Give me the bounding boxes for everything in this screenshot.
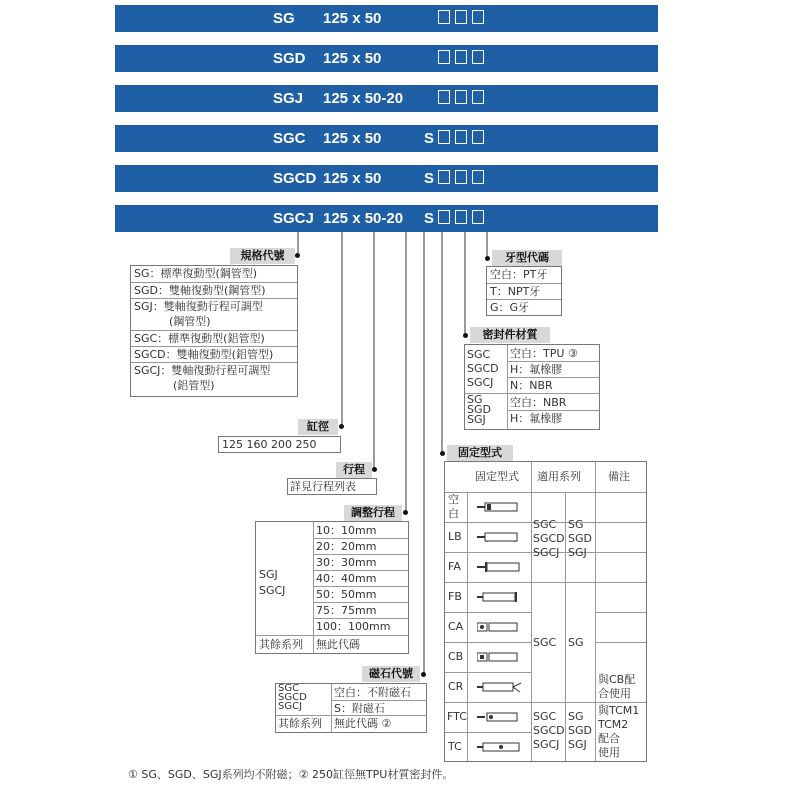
thread-item: G：G牙 xyxy=(487,299,561,315)
adjust-series: SGCJ xyxy=(259,584,286,597)
adjust-item: 30：30mm xyxy=(316,556,377,569)
mount-note: 合使用 xyxy=(598,687,631,700)
mount-series: SGC xyxy=(533,518,557,531)
mount-cr-icon xyxy=(477,682,527,692)
seal-series: SGD xyxy=(467,403,491,416)
magnet-series: SGCD xyxy=(278,692,307,703)
seal-item: H：氟橡膠 xyxy=(510,363,563,376)
bore-title: 缸徑 xyxy=(298,419,338,435)
adjust-item: 50：50mm xyxy=(316,588,377,601)
bar-series: SGD xyxy=(273,50,306,67)
adjust-item: 20：20mm xyxy=(316,540,377,553)
mount-note: 使用 xyxy=(598,746,620,759)
magnet-series: SGC xyxy=(278,683,300,694)
bar-spec: 125 x 50 xyxy=(323,130,382,147)
mount-tc-icon xyxy=(477,742,527,752)
mount-series: SGJ xyxy=(568,546,587,559)
spec-code-box xyxy=(130,265,298,397)
bar-series: SGC xyxy=(273,130,306,147)
mount-series: SGJ xyxy=(568,738,587,751)
thread-item: 空白：PT牙 xyxy=(490,268,548,281)
mount-code: FA xyxy=(448,560,461,573)
mount-fb-icon xyxy=(477,592,527,602)
mount-dot xyxy=(440,451,445,456)
mount-series: SGCJ xyxy=(533,738,560,751)
spec-item: (鋁管型) xyxy=(173,379,215,392)
spec-item: SGD：雙軸復動型(鋼管型) xyxy=(131,282,297,298)
spec-item: SGCD：雙軸復動型(鋁管型) xyxy=(131,346,297,362)
mount-blank-icon xyxy=(477,502,527,512)
bar-spec: 125 x 50 xyxy=(323,10,382,27)
mount-lb-icon xyxy=(477,532,527,542)
thread-item: T：NPT牙 xyxy=(487,283,561,299)
mount-table xyxy=(444,461,647,762)
mount-code: FTC xyxy=(447,710,467,723)
footnote: ① SG、SGD、SGJ系列均不附磁；② 250缸徑無TPU材質密封件。 xyxy=(128,768,454,781)
bar-s: S xyxy=(424,170,435,187)
seal-dot xyxy=(463,333,468,338)
mount-series: SG xyxy=(568,710,584,723)
spec-code-dot xyxy=(295,253,300,258)
stroke-box xyxy=(287,478,377,495)
stroke-text: 詳見行程列表 xyxy=(290,480,356,493)
seal-series: SG xyxy=(467,393,483,406)
bore-dot xyxy=(339,424,344,429)
seal-item: 空白：NBR xyxy=(510,396,567,409)
mount-header: 備注 xyxy=(608,470,630,483)
spec-item: (鋼管型) xyxy=(169,315,211,328)
bore-box xyxy=(218,436,341,453)
mount-code: FB xyxy=(448,590,462,603)
mount-title: 固定型式 xyxy=(447,445,513,461)
adjust-item: 40：40mm xyxy=(316,572,377,585)
mount-fa-icon xyxy=(477,562,527,572)
mount-series: SGCJ xyxy=(533,546,560,559)
adjust-item: 10：10mm xyxy=(316,524,377,537)
magnet-dot xyxy=(421,672,426,677)
mount-code: 空白 xyxy=(448,493,459,520)
adjust-box xyxy=(255,521,409,654)
bar-spec: 125 x 50-20 xyxy=(323,210,404,227)
adjust-title: 調整行程 xyxy=(344,505,402,521)
thread-dot xyxy=(485,256,490,261)
magnet-box xyxy=(275,683,427,733)
seal-item: N：NBR xyxy=(510,379,553,392)
bar-s: S xyxy=(424,130,435,147)
seal-item: 空白：TPU ③ xyxy=(510,347,578,360)
spec-item: SGCJ：雙軸復動行程可調型 xyxy=(131,362,297,378)
thread-title: 牙型代碼 xyxy=(492,250,562,266)
mount-header: 固定型式 xyxy=(475,470,519,483)
adjust-other-series: 其餘系列 xyxy=(259,638,303,651)
seal-series: SGCJ xyxy=(467,376,494,389)
mount-cb-icon xyxy=(477,652,527,662)
mount-series: SGCD xyxy=(533,724,565,737)
mount-series: SG xyxy=(568,518,584,531)
adjust-series: SGJ xyxy=(259,568,278,581)
mount-series: SGC xyxy=(533,636,557,649)
mount-ftc-icon xyxy=(477,712,527,722)
spec-item: SGC：標準復動型(鋁管型) xyxy=(131,330,297,346)
mount-note: 與CB配 xyxy=(598,673,636,686)
mount-header: 適用系列 xyxy=(537,470,581,483)
bar-series: SGJ xyxy=(273,90,304,107)
mount-code: TC xyxy=(448,740,462,753)
bar-series: SGCD xyxy=(273,170,317,187)
mount-series: SG xyxy=(568,636,584,649)
bar-s: S xyxy=(424,210,435,227)
adjust-item: 75：75mm xyxy=(316,604,377,617)
magnet-item: S：附磁石 xyxy=(334,702,385,715)
stroke-title: 行程 xyxy=(336,462,372,478)
mount-series: SGD xyxy=(568,532,592,545)
magnet-other-value: 無此代碼 ② xyxy=(334,717,392,730)
stroke-dot xyxy=(372,467,377,472)
mount-note: 配合 xyxy=(598,732,620,745)
seal-series: SGJ xyxy=(467,413,486,426)
mount-series: SGCD xyxy=(533,532,565,545)
bar-spec: 125 x 50 xyxy=(323,50,382,67)
mount-code: CA xyxy=(448,620,464,633)
bore-values: 125 160 200 250 xyxy=(222,438,317,451)
adjust-dot xyxy=(403,510,408,515)
bar-spec: 125 x 50-20 xyxy=(323,90,404,107)
mount-series: SGD xyxy=(568,724,592,737)
bar-series: SG xyxy=(273,10,295,27)
seal-box xyxy=(464,344,600,430)
magnet-item: 空白：不附磁石 xyxy=(334,686,411,699)
seal-item: H：氟橡膠 xyxy=(510,412,563,425)
mount-code: LB xyxy=(448,530,462,543)
mount-note: TCM2 xyxy=(598,718,629,731)
bar-spec: 125 x 50 xyxy=(323,170,382,187)
spec-code-title: 規格代號 xyxy=(230,248,295,264)
seal-title: 密封件材質 xyxy=(470,327,550,343)
spec-item: SGJ：雙軸復動行程可調型 xyxy=(131,298,297,314)
mount-ca-icon xyxy=(477,622,527,632)
bar-series: SGCJ xyxy=(273,210,314,227)
mount-code: CR xyxy=(448,680,464,693)
mount-note: 與TCM1 xyxy=(598,704,640,717)
adjust-item: 100：100mm xyxy=(316,620,391,633)
seal-series: SGC xyxy=(467,348,491,361)
magnet-other-series: 其餘系列 xyxy=(278,717,322,730)
magnet-title: 磁石代號 xyxy=(362,666,420,682)
seal-series: SGCD xyxy=(467,362,499,375)
magnet-series: SGCJ xyxy=(278,701,303,712)
mount-code: CB xyxy=(448,650,464,663)
spec-item: SG：標準復動型(鋼管型) xyxy=(134,267,258,280)
mount-series: SGC xyxy=(533,710,557,723)
adjust-other-value: 無此代碼 xyxy=(316,638,360,651)
thread-box xyxy=(486,266,562,316)
